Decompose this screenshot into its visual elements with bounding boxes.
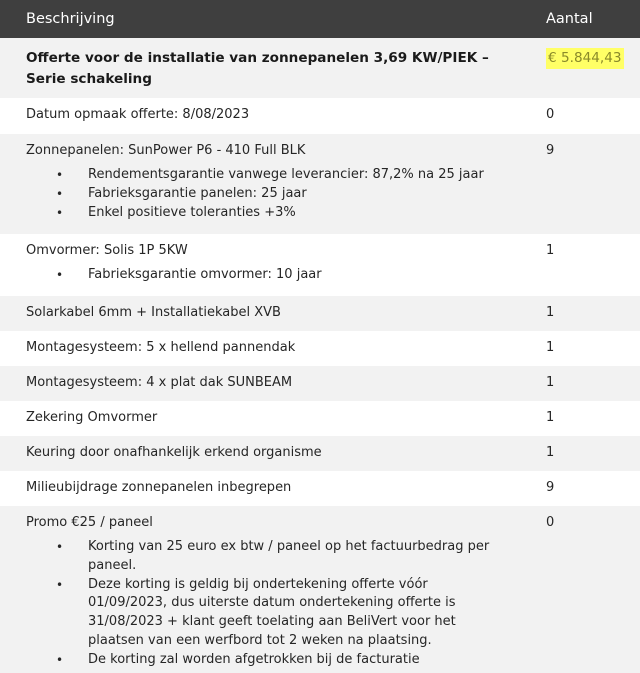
bullet-list bbox=[26, 166, 510, 222]
row-quantity: 1 bbox=[546, 243, 555, 258]
row-description: Promo €25 / paneel bbox=[26, 515, 153, 530]
table-header bbox=[0, 0, 640, 38]
list-item: • Fabrieksgarantie panelen: 25 jaar bbox=[26, 185, 510, 204]
bullet-list bbox=[26, 538, 510, 670]
list-item: • Enkel positieve toleranties +3% bbox=[26, 204, 510, 223]
row-description: Datum opmaak offerte: 8/08/2023 bbox=[26, 107, 250, 122]
row-description: Montagesysteem: 4 x plat dak SUNBEAM bbox=[26, 375, 293, 390]
list-item: • Fabrieksgarantie omvormer: 10 jaar bbox=[26, 266, 510, 285]
table-row bbox=[0, 134, 640, 234]
table-row bbox=[0, 471, 640, 506]
table-row bbox=[0, 234, 640, 296]
list-item: • Rendementsgarantie vanwege leverancier: 87,2% na 25 jaar bbox=[26, 166, 510, 185]
table-row bbox=[0, 401, 640, 436]
row-quantity: 9 bbox=[546, 143, 555, 158]
row-quantity: 1 bbox=[546, 445, 555, 460]
row-description: Zonnepanelen: SunPower P6 - 410 Full BLK bbox=[26, 143, 306, 158]
quote-price: € 5.844,43 bbox=[546, 48, 624, 69]
header-description: Beschrijving bbox=[26, 11, 115, 27]
row-description: Offerte voor de installatie van zonnepanelen 3,69 KW/PIEK – Serie schakeling bbox=[26, 50, 489, 87]
table-row bbox=[0, 366, 640, 401]
table-row bbox=[0, 296, 640, 331]
table-row bbox=[0, 506, 640, 673]
row-description: Omvormer: Solis 1P 5KW bbox=[26, 243, 188, 258]
row-quantity: 1 bbox=[546, 305, 555, 320]
row-description: Solarkabel 6mm + Installatiekabel XVB bbox=[26, 305, 281, 320]
list-item: • Korting van 25 euro ex btw / paneel op het factuurbedrag per paneel. bbox=[26, 538, 510, 576]
table-row bbox=[0, 331, 640, 366]
table-row bbox=[0, 436, 640, 471]
bullet-list bbox=[26, 266, 510, 285]
list-item: • Deze korting is geldig bij ondertekening offerte vóór 01/09/2023, dus uiterste datum ondertekening offerte is 31/08/2023 + klant geeft toelating aan BeliVert voor het plaatsen van een werfbord tot 2 weken na plaatsing. bbox=[26, 576, 510, 651]
row-quantity: 0 bbox=[546, 515, 555, 530]
row-description: Zekering Omvormer bbox=[26, 410, 158, 425]
list-item: • De korting zal worden afgetrokken bij de facturatie bbox=[26, 651, 510, 670]
row-quantity: 1 bbox=[546, 340, 555, 355]
row-description: Keuring door onafhankelijk erkend organisme bbox=[26, 445, 322, 460]
row-quantity: 1 bbox=[546, 410, 555, 425]
table-row bbox=[0, 38, 640, 98]
row-quantity: 9 bbox=[546, 480, 555, 495]
row-description: Montagesysteem: 5 x hellend pannendak bbox=[26, 340, 296, 355]
row-description: Milieubijdrage zonnepanelen inbegrepen bbox=[26, 480, 292, 495]
row-quantity: 1 bbox=[546, 375, 555, 390]
table-row bbox=[0, 98, 640, 134]
row-quantity: 0 bbox=[546, 107, 555, 122]
header-quantity: Aantal bbox=[546, 11, 593, 27]
